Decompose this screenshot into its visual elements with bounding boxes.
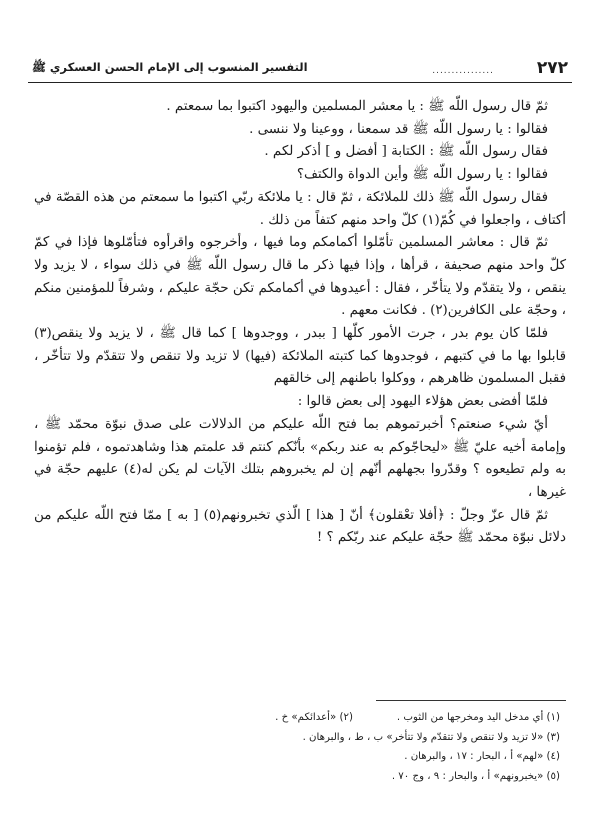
paragraph: ثمّ قال : معاشر المسلمين تأمّلوا أكمامكم وما فيها ، وأخرجوه واقرأوه فتأمّلوها فإذا في كمّ كلّ واحد منهم صحيفة ، قرأها ، وإذا فيها ذكر ما قال رسول اللّه ﷺ في ذلك سواء ، لا يزيد ولا ينقص ، ولا يتقدّم ولا يتأخّر ، فقال : أعيدوها في أكمامكم تكن حجّة عليكم ، وشرفاً للمؤمنين منكم ، وحجّة على الكافرين(٢) . فكانت معهم .: [34, 235, 566, 319]
paragraph: ثمّ قال رسول اللّه ﷺ : يا معشر المسلمين واليهود اكتبوا بما سمعتم .: [166, 99, 548, 114]
footnote-row: [34, 767, 560, 787]
paragraph: فقال رسول اللّه ﷺ : الكتابة [ أفضل و ] أذكر لكم .: [264, 144, 548, 160]
paragraph: فلمّا كان يوم بدر ، جرت الأمور كلّها [ ببدر ، ووجدوها ] كما قال ﷺ ، لا يزيد ولا ينقص(٣) قابلوا بها ما في كتبهم ، فوجدوها كما كتبته الملائكة (فيها) لا تزيد ولا تنقص ولا تتقدّم ولا تتأخّر ، فقبل المسلمون ظاهرهم ، ووكلوا باطنهم إلى خالقهم: [34, 326, 566, 387]
running-head: التفسير المنسوب إلى الإمام الحسن العسكري ﷺ: [32, 60, 308, 74]
page-number: ٢٧٢: [536, 58, 568, 78]
header-ornament: ................: [432, 66, 494, 76]
paragraph: فقال رسول اللّه ﷺ ذلك للملائكة ، ثمّ قال : يا ملائكة ربّي اكتبوا ما سمعتم من هذه القصّة في أكتاف ، واجعلوا في كُمّ(١) كلّ واحد منهم كتفاً من ذلك .: [34, 189, 566, 228]
main-text: [34, 96, 566, 550]
footnote-row: [34, 708, 560, 728]
paragraph: فلمّا أفضى بعض هؤلاء اليهود إلى بعض قالوا :: [297, 394, 548, 410]
page-header: [28, 58, 572, 84]
footnote-row: [34, 728, 560, 748]
paragraph: فقالوا : يا رسول اللّه ﷺ قد سمعنا ، ووعينا ولا ننسى .: [249, 121, 548, 137]
paragraph: ثمّ قال عزّ وجلّ : ﴿أفلا تعْقلون﴾ أنّ [ هذا ] الّذي تخبرونهم(٥) [ به ] ممّا فتح اللّه عليكم من دلائل نبوّة محمّد ﷺ حجّة عليكم عند ربّكم ؟ !: [34, 507, 566, 546]
footnote-1: (١) أي مدخل اليد ومخرجها من الثوب .: [396, 712, 560, 723]
footnote-5: (٥) «يخبرونهم» أ ، والبحار : ٩ ، وج ٧٠ .: [391, 770, 560, 782]
footnote-4: (٤) «لهم» أ ، البحار : ١٧ ، والبرهان .: [404, 751, 560, 762]
footnote-3: (٣) «لا تزيد ولا تنقص ولا تتقدّم ولا تتأخر» ب ، ط ، والبرهان .: [302, 731, 560, 743]
footnote-2: (٢) «أعدائكم» خ .: [275, 712, 353, 723]
footnotes-divider: [376, 700, 566, 701]
paragraph: فقالوا : يا رسول اللّه ﷺ وأين الدواة والكتف؟: [296, 167, 548, 183]
footnotes: [34, 708, 560, 786]
paragraph: أيّ شيء صنعتم؟ أخبرتموهم بما فتح اللّه عليكم من الدلالات على صدق نبوّة محمّد ﷺ ، وإمامة أخيه عليّ ﷺ «ليحاجّوكم به عند ربكم» بأنّكم كنتم قد علمتم هذا وشاهدتموه ، فلم تؤمنوا به ولم تطيعوه ؟ وقدّروا بجهلهم أنّهم إن لم يخبروهم بتلك الآيات لم يكن له(٤) عليهم حجّة في غيرها ،: [34, 416, 566, 500]
header-divider: [28, 82, 572, 83]
footnote-row: [34, 747, 560, 767]
